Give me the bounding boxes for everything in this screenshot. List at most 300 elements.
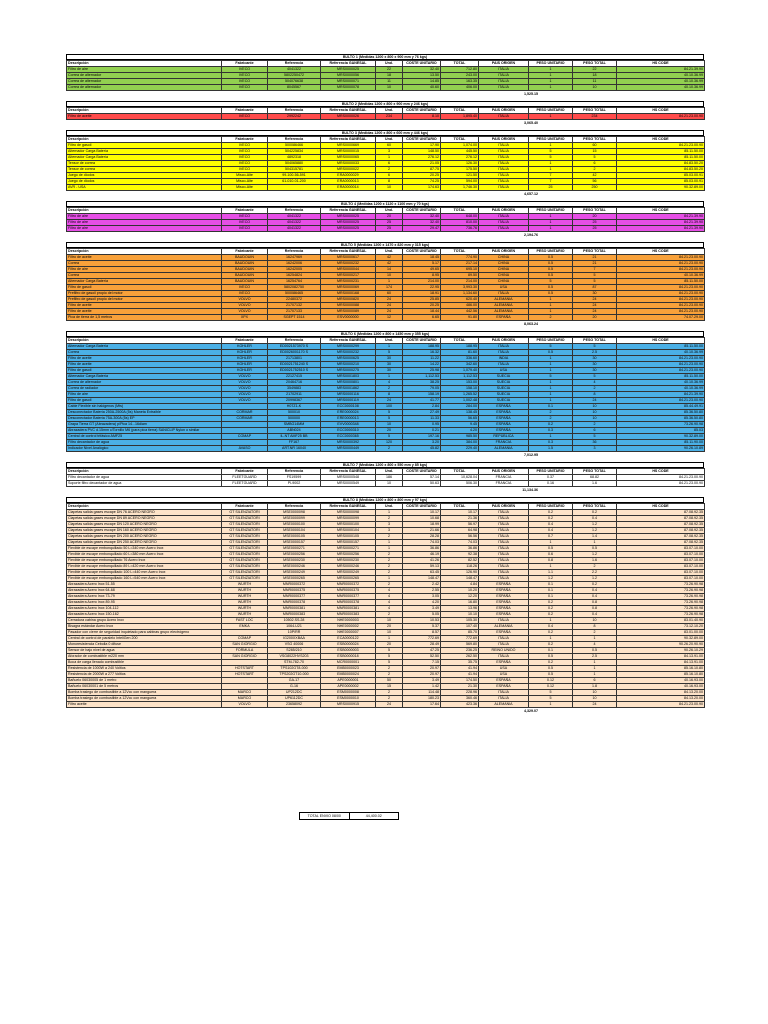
table-cell: 2.84 xyxy=(403,404,441,410)
table-cell: 25.98 xyxy=(403,368,441,374)
bulto-table xyxy=(66,248,705,321)
table-cell: 22.95 xyxy=(403,285,441,291)
table-cell: ESB0000003 xyxy=(321,648,376,654)
table-cell: 736.76 xyxy=(441,226,479,232)
table-cell: FRANCIA xyxy=(479,440,529,446)
table-cell: 24 xyxy=(376,297,403,303)
table-cell: 3.20 xyxy=(403,440,441,446)
table-cell: CORMAR xyxy=(222,416,268,422)
table-cell: 2 xyxy=(376,386,403,392)
table-cell: 74.07.29.00 xyxy=(617,315,705,321)
table-cell: 10.17 xyxy=(403,510,441,516)
table-cell: 121.50 xyxy=(441,173,479,179)
table-cell: 47.25 xyxy=(403,648,441,654)
table-cell: Flexible de escape embonquillado 160 L=540 mm Acero Inox xyxy=(67,576,222,582)
table-cell: 1 xyxy=(529,143,573,149)
table-cell: ESPAÑA xyxy=(479,660,529,666)
table-cell: ESB0000024 xyxy=(321,642,376,648)
table-cell: 5802250472 xyxy=(268,73,321,79)
table-cell: 2 xyxy=(573,630,617,636)
table-cell: 30 xyxy=(573,291,617,297)
table-cell: FAST LOC xyxy=(222,618,268,624)
table-cell: Pica de tierra de 1,5 metros xyxy=(67,315,222,321)
table-cell: IVECO xyxy=(222,67,268,73)
table-cell: SUECIA xyxy=(479,398,529,404)
table-cell: 486.00 xyxy=(441,303,479,309)
table-cell: 5 xyxy=(573,155,617,161)
table-cell: WURTH xyxy=(222,600,268,606)
table-cell: ALEMANIA xyxy=(479,624,529,630)
table-cell: Abrazadera PVC d.15mm c/Tornillo M6 (para pica tierra) SANICLIP Nylon o similar xyxy=(67,428,222,434)
column-header: COSTE UNITARIO xyxy=(403,108,441,114)
table-cell: 8.10 xyxy=(403,114,441,120)
table-cell: 25 xyxy=(573,226,617,232)
table-cell: Bomba trasiego de combustible a 12Vcc con manguera xyxy=(67,696,222,702)
table-cell: VSG8022HVS203 xyxy=(268,654,321,660)
table-cell: 73.26.90.98 xyxy=(617,594,705,600)
table-cell: MSE0000230 xyxy=(268,558,321,564)
table-cell: 148.50 xyxy=(403,149,441,155)
table-cell: IVECO xyxy=(222,143,268,149)
table-cell: 1 xyxy=(376,510,403,516)
column-header: HS CODE xyxy=(617,61,705,67)
table-cell: ITALIA xyxy=(479,654,529,660)
table-cell: MNR0000381 xyxy=(268,606,321,612)
table-cell: 1 xyxy=(529,434,573,440)
table-cell: MNR0000372 xyxy=(321,582,376,588)
table-cell: MSE0000105 xyxy=(268,534,321,540)
table-cell: 105.30 xyxy=(441,618,479,624)
column-header: PESO UNITARIO xyxy=(529,249,573,255)
table-cell: ITALIA xyxy=(479,564,529,570)
table-cell: UP212DC xyxy=(268,690,321,696)
table-cell: 83.01.40.90 xyxy=(617,618,705,624)
column-header: Referencia GANESAL xyxy=(321,108,376,114)
table-cell: Grapa Tierra GT (Abrazadera) p/Pica 14...16diam xyxy=(67,422,222,428)
table-cell: IVECO xyxy=(222,285,268,291)
table-cell: 10 xyxy=(573,690,617,696)
table-cell: BAUDOUIN xyxy=(222,267,268,273)
table-cell: ESPAÑA xyxy=(479,582,529,588)
table-cell: Central de control de paralelo InteliGen 200 xyxy=(67,636,222,642)
table-cell: INDIA xyxy=(479,356,529,362)
table-cell: 85.16.10.80 xyxy=(617,672,705,678)
table-cell: ESPAÑA xyxy=(479,600,529,606)
table-cell: VOLVO xyxy=(222,392,268,398)
table-cell: 0.5 xyxy=(573,546,617,552)
column-header: COSTE UNITARIO xyxy=(403,208,441,214)
table-cell: MSE0000246 xyxy=(268,564,321,570)
table-cell: 0.5 xyxy=(529,672,573,678)
table-cell: 1 xyxy=(529,114,573,120)
bulto-section xyxy=(66,331,704,462)
table-cell: VOLVO xyxy=(222,398,268,404)
table-cell: 5 xyxy=(376,654,403,660)
table-cell: 1 xyxy=(529,356,573,362)
table-row xyxy=(67,114,705,120)
table-cell: NHE0000007 xyxy=(321,630,376,636)
column-header: Fabricante xyxy=(222,249,268,255)
table-cell: ALEMANIA xyxy=(479,309,529,315)
table-cell: MRS0000820 xyxy=(321,297,376,303)
table-cell: 12.20 xyxy=(441,594,479,600)
table-cell: 20.25 xyxy=(403,173,441,179)
table-cell: 3.49 xyxy=(403,606,441,612)
table-cell: 83.01.00.00 xyxy=(617,630,705,636)
table-cell: 30 xyxy=(573,362,617,368)
table-cell: 0.4 xyxy=(573,516,617,522)
table-cell: 126.90 xyxy=(441,570,479,576)
table-cell: 18 xyxy=(573,73,617,79)
table-cell: 6 xyxy=(573,428,617,434)
table-cell: 0.16 xyxy=(529,481,573,487)
table-cell: HOTSTART xyxy=(222,672,268,678)
table-cell: 1.6 xyxy=(573,558,617,564)
table-cell: 83.07.10.00 xyxy=(617,576,705,582)
table-cell: ERA0000014 xyxy=(321,185,376,191)
table-cell: 1 xyxy=(529,79,573,85)
table-cell: 0.1 xyxy=(529,588,573,594)
table-cell: ALEMANIA xyxy=(479,702,529,708)
table-cell: 20 xyxy=(376,428,403,434)
table-cell: 5.05 xyxy=(403,612,441,618)
table-cell: 74.25 xyxy=(403,179,441,185)
table-cell: 985.50 xyxy=(441,434,479,440)
table-cell: MNR0000375 xyxy=(268,588,321,594)
table-cell: MRS0000100 xyxy=(321,522,376,528)
table-cell: MNR0000383 xyxy=(268,612,321,618)
table-cell: Prefiltro de gasoil propio del motor xyxy=(67,291,222,297)
table-cell: 2 xyxy=(376,564,403,570)
table-cell: 84.21.39.90 xyxy=(617,67,705,73)
table-cell: Alternador Carga Batería xyxy=(67,374,222,380)
table-cell: 9.45 xyxy=(441,422,479,428)
table-cell: 16254764 xyxy=(268,279,321,285)
table-cell: 21 xyxy=(573,261,617,267)
table-cell: ABN024 xyxy=(268,428,321,434)
column-header: PESO UNITARIO xyxy=(529,208,573,214)
table-cell: Abrazadera Acero Inox 73-79 xyxy=(67,594,222,600)
table-cell: 262.50 xyxy=(441,654,479,660)
table-cell: 1 xyxy=(529,368,573,374)
table-cell: Filtro de aceite xyxy=(67,362,222,368)
spreadsheet xyxy=(66,54,704,718)
table-cell: MRS0000230 xyxy=(321,558,376,564)
table-cell: 24 xyxy=(376,398,403,404)
table-cell: 46.19 xyxy=(403,552,441,558)
table-cell: MRS0000119 xyxy=(321,398,376,404)
table-cell: 0.1 xyxy=(529,582,573,588)
table-cell: GT SILENZIATORI xyxy=(222,558,268,564)
table-cell: ESPAÑA xyxy=(479,428,529,434)
table-cell: 1 xyxy=(529,564,573,570)
column-header: PAIS ORIGEN xyxy=(479,338,529,344)
column-header: PESO UNITARIO xyxy=(529,338,573,344)
table-cell: 1 xyxy=(529,161,573,167)
column-header: Referencia xyxy=(268,469,321,475)
table-cell: STM-782-70 xyxy=(268,660,321,666)
table-cell: Resistencia de 2000W a 277 Voltios xyxy=(67,672,222,678)
table-cell: NHE0000002 xyxy=(321,624,376,630)
table-cell: 500010 xyxy=(268,410,321,416)
table-cell: Filtro de aire xyxy=(67,214,222,220)
table-cell: 8.95 xyxy=(403,273,441,279)
table-cell: Pasador con cierre de seguridad inquietado para cabinas grupo electrógeno xyxy=(67,630,222,636)
table-cell: MRS0000617 xyxy=(321,255,376,261)
table-cell: 8 xyxy=(573,392,617,398)
table-cell: 25.85 xyxy=(403,297,441,303)
table-cell: 2 xyxy=(529,416,573,422)
table-cell: 0.2 xyxy=(529,510,573,516)
table-cell: 84.21.23.00.90 xyxy=(617,362,705,368)
column-header: HS CODE xyxy=(617,504,705,510)
table-cell: 442.56 xyxy=(441,309,479,315)
table-cell: 10502.SS.28 xyxy=(268,618,321,624)
table-cell: ITALIA xyxy=(479,576,529,582)
table-cell: 27.49 xyxy=(403,410,441,416)
table-cell: 73.26.90.98 xyxy=(617,600,705,606)
table-cell: 1 xyxy=(529,214,573,220)
table-cell: 85.11.50.00 xyxy=(617,374,705,380)
table-cell: ITALIA xyxy=(479,540,529,546)
table-cell: Correa xyxy=(67,261,222,267)
table-cell: 236.25 xyxy=(441,648,479,654)
table-cell: 24 xyxy=(376,702,403,708)
table-cell: 83.07.10.00 xyxy=(617,546,705,552)
table-cell: 20.97 xyxy=(403,672,441,678)
table-cell: 3 xyxy=(376,522,403,528)
table-cell: BAUDOUIN xyxy=(222,279,268,285)
table-cell: 0.5 xyxy=(529,273,573,279)
table-cell: 28.28 xyxy=(403,534,441,540)
table-cell: 0.2 xyxy=(529,600,573,606)
table-cell: GT SILENZIATORI xyxy=(222,522,268,528)
table-cell: 87.08.92.35 xyxy=(617,516,705,522)
column-header: PAIS ORIGEN xyxy=(479,137,529,143)
table-cell: MSE0000099 xyxy=(268,516,321,522)
table-cell: MRS0000065 xyxy=(321,155,376,161)
table-cell: 5 xyxy=(573,374,617,380)
table-cell: 92.38 xyxy=(441,552,479,558)
table-cell: 620.40 xyxy=(441,297,479,303)
table-cell: 84.21.23.00.90 xyxy=(617,481,705,487)
table-cell: 18.45 xyxy=(403,255,441,261)
table-cell: Filtro de aire xyxy=(67,226,222,232)
table-cell: MRS0000392 xyxy=(321,440,376,446)
table-cell: ERA0000013 xyxy=(321,179,376,185)
column-header: Fabricante xyxy=(222,469,268,475)
table-cell: 0.5 xyxy=(529,546,573,552)
bulto-total: 11,134.36 xyxy=(522,488,538,492)
table-cell: 1 xyxy=(376,576,403,582)
table-cell: 40.10.36.99 xyxy=(617,79,705,85)
table-cell: APE0000001 xyxy=(321,678,376,684)
table-cell: 57.14 xyxy=(403,475,441,481)
column-header: PESO UNITARIO xyxy=(529,108,573,114)
table-cell: 0.2 xyxy=(529,612,573,618)
table-cell: FORMULA xyxy=(222,648,268,654)
table-cell: 0.2 xyxy=(529,642,573,648)
table-cell: VOLVO xyxy=(222,303,268,309)
column-header: TOTAL xyxy=(441,137,479,143)
bulto-table xyxy=(66,107,705,120)
table-cell: SMBG14MM xyxy=(268,422,321,428)
table-cell: 20464716 xyxy=(268,380,321,386)
table-cell: 64.98 xyxy=(441,528,479,534)
table-cell: 158.19 xyxy=(403,392,441,398)
table-cell: 14.85 xyxy=(403,79,441,85)
table-cell: FS19599 xyxy=(268,475,321,481)
table-cell: IVECO xyxy=(222,79,268,85)
table-cell: 1 xyxy=(376,374,403,380)
table-cell: MRS0000669 xyxy=(321,143,376,149)
table-cell: WURTH xyxy=(222,594,268,600)
table-cell: 84.21.23.00.90 xyxy=(617,255,705,261)
table-cell: MRS0000246 xyxy=(321,564,376,570)
table-cell: IVECO xyxy=(222,167,268,173)
table-cell: IVECO xyxy=(222,220,268,226)
table-cell: 695.10 xyxy=(441,267,479,273)
table-cell: 5 xyxy=(376,416,403,422)
table-cell: 0.4 xyxy=(529,522,573,528)
table-cell: 84.21.23.00.90 xyxy=(617,285,705,291)
table-cell: 20 xyxy=(573,214,617,220)
table-cell: Cerradura cabina grupo Acero Inox xyxy=(67,618,222,624)
table-cell: 5 xyxy=(529,155,573,161)
table-cell: 1,895.40 xyxy=(441,114,479,120)
table-cell: 84.21.23.00.90 xyxy=(617,702,705,708)
table-cell: 0.5 xyxy=(573,648,617,654)
table-cell: 5.37 xyxy=(403,624,441,630)
column-header: Descripción xyxy=(67,208,222,214)
table-cell: 8 xyxy=(376,179,403,185)
table-cell: 138.45 xyxy=(441,410,479,416)
table-cell: 0.5 xyxy=(529,654,573,660)
table-cell: 1 xyxy=(376,546,403,552)
bulto-section xyxy=(66,497,704,718)
table-cell: 0.2 xyxy=(529,516,573,522)
table-cell: MRS0000449 xyxy=(321,446,376,452)
bulto-table xyxy=(66,503,705,708)
table-cell: ITALIA xyxy=(479,214,529,220)
table-cell: XPX xyxy=(222,315,268,321)
table-cell: 1.6 xyxy=(573,481,617,487)
table-cell: 7 xyxy=(573,267,617,273)
table-cell: 6 xyxy=(573,161,617,167)
column-header: Und. xyxy=(376,208,403,214)
table-cell: 21707132 xyxy=(268,303,321,309)
table-cell: 40.10.36.99 xyxy=(617,380,705,386)
table-cell: 15 xyxy=(376,684,403,690)
table-cell: Clapetas salida gases escape DN 120 ACERO NEGRO xyxy=(67,522,222,528)
table-cell: 174.63 xyxy=(403,185,441,191)
bulto-section xyxy=(66,101,704,130)
table-cell: HOTSTART xyxy=(222,666,268,672)
table-cell: EMKA xyxy=(222,624,268,630)
table-cell: MNR0000372 xyxy=(268,582,321,588)
bulto-title: BULTO 8 (Medidas 1200 x 800 x 800 mm y 97 kgs) xyxy=(66,497,704,503)
table-cell: ITALIA xyxy=(479,618,529,624)
table-cell: MRS0000548 xyxy=(321,475,376,481)
table-cell: 30 xyxy=(376,356,403,362)
table-cell: COMAP xyxy=(222,434,268,440)
table-cell: 13.50 xyxy=(403,73,441,79)
table-cell: 5 xyxy=(376,350,403,356)
table-cell: WURTH xyxy=(222,612,268,618)
table-cell: 2 xyxy=(376,612,403,618)
table-cell: 5 xyxy=(529,374,573,380)
table-cell: 1 xyxy=(529,398,573,404)
table-cell: 73.26.90.98 xyxy=(617,606,705,612)
table-cell: 14.22 xyxy=(403,362,441,368)
column-header: HS CODE xyxy=(617,249,705,255)
table-cell: 336.60 xyxy=(441,356,479,362)
table-cell: 4041322 xyxy=(268,214,321,220)
table-cell: 4.20 xyxy=(403,600,441,606)
table-cell: 81.60 xyxy=(441,350,479,356)
table-cell: 1,112.53 xyxy=(403,374,441,380)
table-cell: 4 xyxy=(573,380,617,386)
table-cell: FLEETGUARD xyxy=(222,475,268,481)
table-cell: 56.56 xyxy=(441,534,479,540)
column-header: TOTAL xyxy=(441,208,479,214)
table-cell: 1 xyxy=(529,167,573,173)
table-cell: Filtro de aire xyxy=(67,392,222,398)
table-cell: 8045567 xyxy=(268,85,321,91)
table-cell: IVECO xyxy=(222,214,268,220)
table-cell: 0.5 xyxy=(529,261,573,267)
table-cell: 73.26.90.98 xyxy=(617,588,705,594)
table-cell: 1 xyxy=(376,279,403,285)
table-cell: 276.12 xyxy=(403,155,441,161)
table-cell: VOLVO xyxy=(222,386,268,392)
table-cell: 174.50 xyxy=(441,678,479,684)
table-cell: Alternador Carga Batería xyxy=(67,149,222,155)
table-cell: 22480372 xyxy=(268,297,321,303)
table-cell: 83.07.10.00 xyxy=(617,552,705,558)
table-cell: 5 xyxy=(376,648,403,654)
table-cell: Abrazadera Acero Inox 51-55 xyxy=(67,582,222,588)
table-cell xyxy=(268,185,321,191)
table-cell: FLEETGUARD xyxy=(222,481,268,487)
table-cell: 1 xyxy=(573,666,617,672)
table-cell: 504065880 xyxy=(268,161,321,167)
table-cell: Bomba trasiego de combustible a 12Vcc con manguera xyxy=(67,690,222,696)
table-cell: MRS0000265 xyxy=(321,576,376,582)
table-cell: CORMAR xyxy=(222,410,268,416)
table-cell: 4.84 xyxy=(441,582,479,588)
table-cell: 504315781 xyxy=(268,167,321,173)
column-header: Referencia xyxy=(268,249,321,255)
table-cell: 0.4 xyxy=(573,588,617,594)
table-cell: ITALIA xyxy=(479,73,529,79)
table-cell: 1 xyxy=(529,220,573,226)
table-cell: MRS0000249 xyxy=(321,570,376,576)
table-cell: 234 xyxy=(573,114,617,120)
table-cell: Monoresistencia Cebolla 0 difuse xyxy=(67,642,222,648)
table-cell: AVASO xyxy=(222,446,268,452)
table-cell: Misco-Alte xyxy=(222,173,268,179)
table-cell: 84.13.20.00 xyxy=(617,690,705,696)
table-cell: CHINA xyxy=(479,255,529,261)
grand-total-value: 44,400.02 xyxy=(349,813,399,819)
table-cell: CHINA xyxy=(479,261,529,267)
table-cell: 188.95 xyxy=(441,344,479,350)
table-cell: 2 xyxy=(376,534,403,540)
table-cell: 648.00 xyxy=(441,214,479,220)
column-header: Descripción xyxy=(67,469,222,475)
table-cell: Correa de radiador xyxy=(67,386,222,392)
